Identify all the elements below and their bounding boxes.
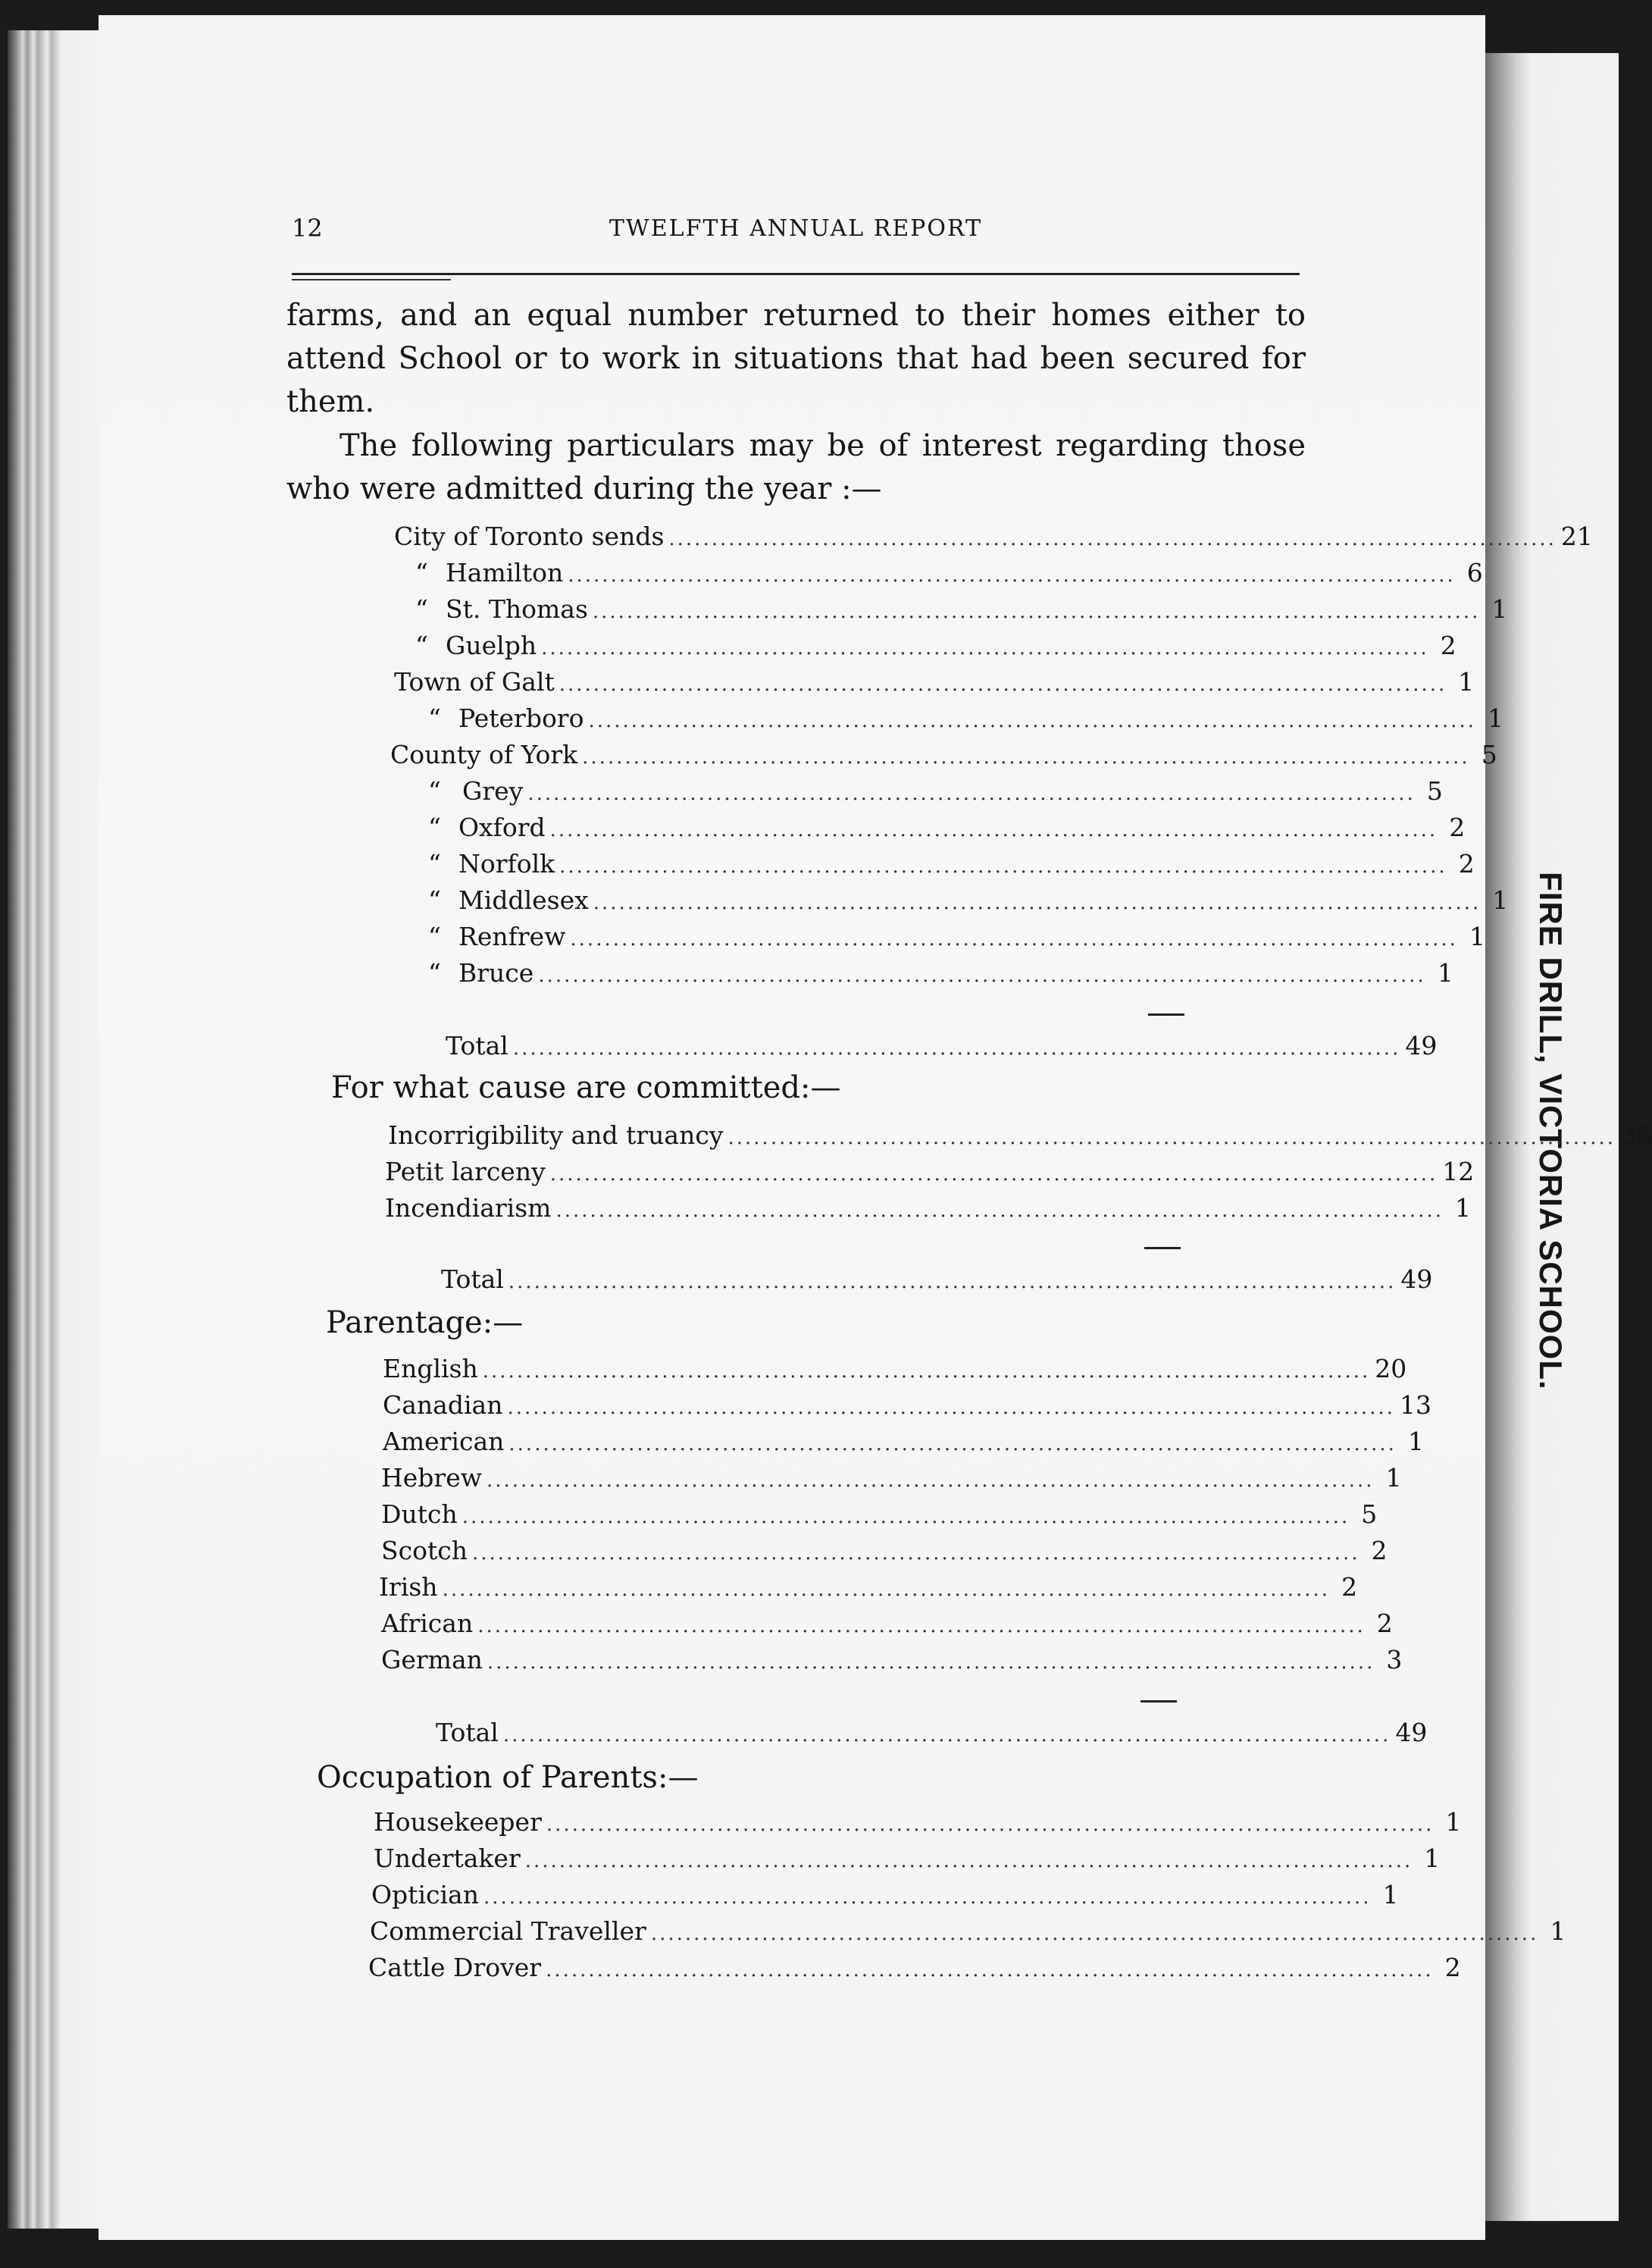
ditto-mark: “ [428,885,441,915]
entry-label: Hebrew [381,1463,482,1493]
entry-value: 2 [1458,849,1475,879]
entry-value: 13 [1400,1390,1431,1420]
leader-dots: ........................................................................................................ [558,673,1447,696]
plate-caption: FIRE DRILL, VICTORIA SCHOOL. [1533,872,1569,1390]
list-item [415,558,1483,593]
entry-label: German [381,1645,483,1674]
entry-label: American [383,1427,505,1456]
header-rule-short [292,279,451,280]
entry-value: 12 [1442,1157,1475,1186]
entry-value: 1 [1458,667,1475,697]
leader-dots: ........................................................................................................ [559,855,1447,878]
entry-prefix: City of [394,522,486,551]
leader-dots: ........................................................................................................ [502,1724,1391,1746]
leader-dots: ........................................................................................................ [650,1922,1539,1945]
total-value: 49 [1405,1031,1438,1060]
entry-label: Scotch [381,1536,468,1565]
leader-dots: ........................................................................................................ [461,1505,1350,1528]
list-item [368,1953,1461,1988]
entry-label: Peterboro [458,703,584,733]
entry-value: 2 [1440,631,1456,660]
total-value: 49 [1400,1264,1433,1294]
leader-dots: ........................................................................................................ [592,600,1481,623]
list-item [370,1916,1566,1951]
entry-value: 2 [1341,1572,1358,1602]
entry-label: York [521,740,578,769]
entry-label: St. Thomas [446,594,588,624]
list-item [388,1120,1652,1155]
entry-value: 1 [1407,1427,1424,1456]
list-item [394,667,1475,702]
list-item [381,1463,1402,1498]
entry-value: 2 [1444,1953,1461,1982]
total-label: Total [446,1031,508,1060]
entry-value: 1 [1424,1844,1441,1873]
total-label: Total [441,1264,504,1294]
total-row [436,1718,1428,1753]
list-item [428,922,1485,957]
leader-dots: ........................................................................................................ [483,1886,1372,1909]
leader-dots: ........................................................................................................ [582,746,1470,769]
list-item [415,594,1508,629]
ditto-mark: “ [428,703,441,733]
ditto-mark: “ [428,922,441,951]
entry-label: of Galt [469,667,555,697]
entry-value: 1 [1491,594,1508,624]
entry-value: 2 [1449,813,1466,842]
entry-label: Undertaker [374,1844,521,1873]
page-number: 12 [292,214,323,243]
list-item [374,1844,1441,1878]
entry-prefix: Town [394,667,470,697]
list-item [381,1645,1403,1680]
entry-value: 2 [1376,1609,1393,1638]
list-item [371,1880,1399,1915]
leader-dots: ........................................................................................................ [471,1542,1360,1565]
sum-rule [1144,1247,1181,1249]
leader-dots: ........................................................................................................ [549,819,1438,841]
paragraph-1: farms, and an equal number returned to their homes either to attend School or to work in situations that had been secured for them. [286,298,1306,419]
list-item [385,1157,1475,1192]
list-item [394,522,1593,556]
list-item [383,1354,1407,1389]
entry-label: Petit larceny [385,1157,546,1186]
entry-value: 2 [1371,1536,1388,1565]
section-heading-occupation: Occupation of Parents:— [317,1760,699,1795]
section-heading-cause: For what cause are committed:— [331,1070,841,1105]
entry-label: Optician [371,1880,479,1909]
leader-dots: ........................................................................................................ [555,1199,1444,1222]
list-item [385,1193,1471,1228]
entry-prefix: County of [390,740,521,769]
leader-dots: ........................................................................................................ [508,1433,1397,1455]
entry-label: English [383,1354,478,1383]
ditto-mark: “ [415,631,428,660]
entry-label: Bruce [458,958,534,988]
header-rule [292,273,1300,275]
entry-label: Oxford [458,813,546,842]
entry-value: 1 [1455,1193,1471,1223]
list-item [374,1807,1462,1842]
ditto-mark: “ [428,813,441,842]
entry-label: Irish [379,1572,438,1602]
entry-label: Middlesex [458,885,589,915]
entry-value: 6 [1466,558,1483,587]
list-item [381,1499,1378,1534]
entry-value: 3 [1386,1645,1403,1674]
page-stack-edge [8,30,99,2229]
leader-dots: ........................................................................................................ [527,782,1416,805]
entry-value: 5 [1361,1499,1378,1529]
entry-value: 1 [1487,703,1503,733]
leader-dots: ........................................................................................................ [593,891,1481,914]
ditto-mark: “ [428,776,441,806]
entry-label: Incorrigibility and truancy [388,1120,724,1150]
leader-dots: ........................................................................................................ [727,1126,1616,1149]
list-item [381,1609,1393,1643]
leader-dots: ........................................................................................................ [482,1360,1371,1383]
list-item [428,703,1503,738]
leader-dots: ........................................................................................................ [568,564,1456,587]
leader-dots: ........................................................................................................ [541,637,1429,659]
entry-value: 1 [1437,958,1453,988]
leader-dots: ........................................................................................................ [486,1469,1375,1492]
leader-dots: ........................................................................................................ [538,964,1426,987]
entry-label: Canadian [383,1390,503,1420]
entry-label: Guelph [446,631,537,660]
entry-value: 1 [1385,1463,1402,1493]
entry-label: Commercial Traveller [370,1916,646,1946]
list-item [379,1572,1358,1607]
ditto-mark: “ [428,849,441,879]
paragraph-2: The following particulars may be of interest regarding those who were admitted during the year :— [286,428,1306,506]
total-row [441,1264,1433,1299]
leader-dots: ........................................................................................................ [588,710,1476,732]
running-head [292,214,1300,252]
leader-dots: ........................................................................................................ [512,1037,1401,1060]
entry-label: African [381,1609,474,1638]
list-item [415,631,1456,666]
leader-dots: ........................................................................................................ [546,1813,1435,1836]
entry-value: 1 [1382,1880,1399,1909]
list-item [381,1536,1388,1571]
list-item [428,776,1443,811]
leader-dots: ........................................................................................................ [508,1270,1397,1293]
entry-label: Toronto sends [485,522,665,551]
list-item [428,885,1509,920]
leader-dots: ........................................................................................................ [524,1850,1413,1872]
entry-label: Cattle Drover [368,1953,542,1982]
list-item [390,740,1497,775]
list-item [428,958,1453,993]
ditto-mark: “ [428,958,441,988]
entry-value: 1 [1492,885,1509,915]
entry-label: Dutch [381,1499,458,1529]
leader-dots: ........................................................................................................ [546,1959,1434,1981]
entry-label: Grey [462,776,524,806]
leader-dots: ........................................................................................................ [549,1163,1438,1186]
leader-dots: ........................................................................................................ [442,1578,1331,1601]
section-heading-parentage: Parentage:— [326,1305,524,1340]
entry-value: 21 [1560,522,1593,551]
entry-value: 1 [1469,922,1485,951]
leader-dots: ........................................................................................................ [570,928,1458,951]
sum-rule [1148,1013,1184,1016]
ditto-mark: “ [415,594,428,624]
entry-label: Incendiarism [385,1193,552,1223]
entry-value: 20 [1375,1354,1407,1383]
entry-value: 36 [1620,1120,1652,1150]
total-row [446,1031,1438,1066]
entry-label: Renfrew [458,922,566,951]
entry-label: Housekeeper [374,1807,542,1837]
list-item [383,1427,1424,1461]
leader-dots: ........................................................................................................ [668,528,1557,550]
total-value: 49 [1395,1718,1428,1747]
list-item [428,849,1475,884]
leader-dots: ........................................................................................................ [507,1396,1395,1419]
running-title: TWELFTH ANNUAL REPORT [609,215,983,242]
ditto-mark: “ [415,558,428,587]
sum-rule [1140,1700,1177,1703]
entry-value: 1 [1550,1916,1566,1946]
total-label: Total [436,1718,499,1747]
list-item [428,813,1466,847]
entry-value: 5 [1481,740,1497,769]
leader-dots: ........................................................................................................ [487,1651,1375,1674]
entry-value: 1 [1445,1807,1462,1837]
list-item [383,1390,1431,1425]
entry-value: 5 [1426,776,1443,806]
entry-label: Hamilton [446,558,564,587]
entry-label: Norfolk [458,849,555,879]
leader-dots: ........................................................................................................ [477,1615,1366,1637]
